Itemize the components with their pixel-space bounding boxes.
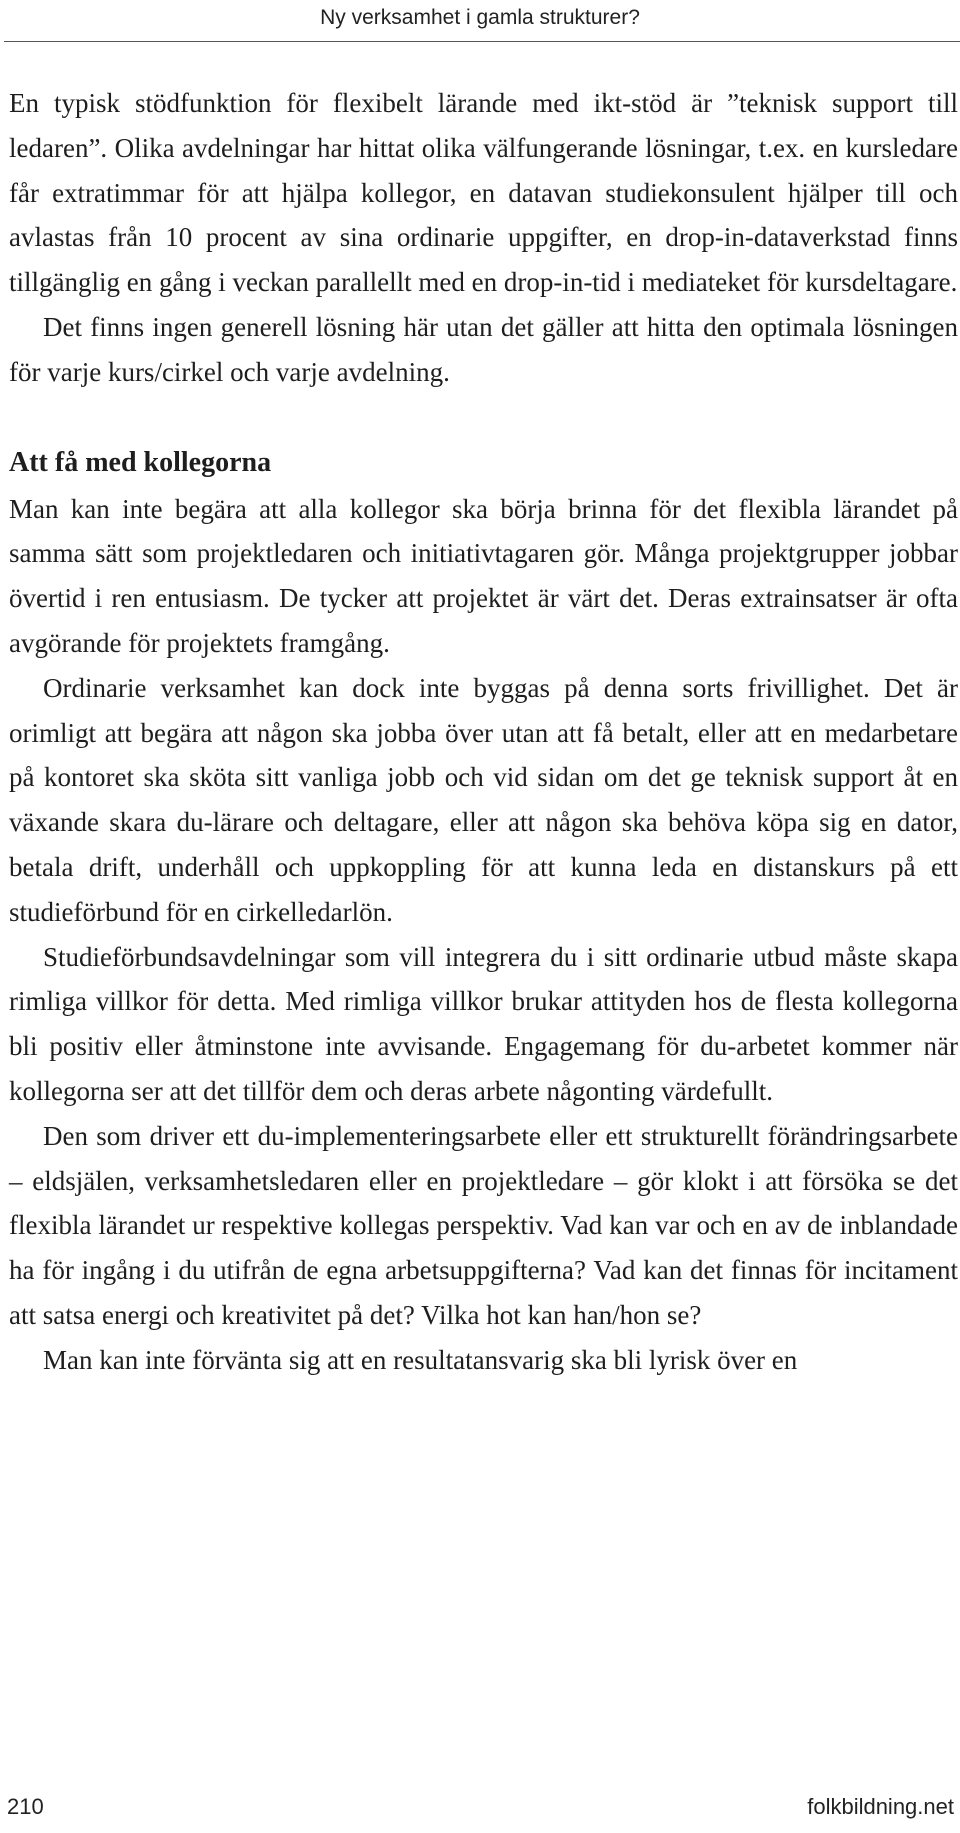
body-paragraph: En typisk stödfunktion för flexibelt lärande med ikt-stöd är ”teknisk support till ledaren”. Olika avdelningar har hittat olika välfungerande lösningar, t.ex. en kursledare får extratimmar för att hjälpa kollegor, en datavan studiekonsulent hjälper till och avlastas från 10 procent av sina ordinarie uppgifter, en drop-in-dataverkstad finns tillgänglig en gång i veckan parallellt med en drop-in-tid i mediateket för kursdeltagare. — [9, 88, 958, 298]
body-paragraph: Det finns ingen generell lösning här utan det gäller att hitta den optimala lösningen för varje kurs/cirkel och varje avdelning. — [9, 311, 958, 387]
page-number: 210 — [7, 1794, 44, 1819]
page-body — [9, 81, 958, 1383]
section-heading: Att få med kollegorna — [9, 446, 272, 478]
section-paragraph: Man kan inte förvänta sig att en resultatansvarig ska bli lyrisk över en — [43, 1344, 798, 1375]
section-paragraph: Ordinarie verksamhet kan dock inte byggas på denna sorts frivillighet. Det är orimligt att begära att någon ska jobba över utan att få betalt, eller att en medarbetare på kontoret ska sköta sitt vanliga jobb och vid sidan om det ge teknisk support åt en växande skara du-lärare och deltagare, eller att någon ska behöva köpa sig en dator, betala drift, underhåll och uppkoppling för att kunna leda en distanskurs på ett studieförbund för en cirkelledarlön. — [9, 672, 958, 927]
section-paragraph: Den som driver ett du-implementeringsarbete eller ett strukturellt förändringsarbete – eldsjälen, verksamhetsledaren eller en projektledare – gör klokt i att försöka se det flexibla lärandet ur respektive kollegas perspektiv. Vad kan var och en av de inblandade ha för ingång i du utifrån de egna arbetsuppgifterna? Vad kan det finnas för incitament att satsa energi och kreativitet på det? Vilka hot kan han/hon se? — [9, 1120, 958, 1330]
header-rule — [4, 41, 960, 42]
section-paragraph: Man kan inte begära att alla kollegor ska börja brinna för det flexibla lärandet på samma sätt som projektledaren och initiativtagaren gör. Många projektgrupper jobbar övertid i ren entusiasm. De tycker att projektet är värt det. Deras extrainsatser är ofta avgörande för projektets framgång. — [9, 493, 958, 658]
section-paragraph: Studieförbundsavdelningar som vill integrera du i sitt ordinarie utbud måste skapa rimliga villkor för detta. Med rimliga villkor brukar attityden hos de flesta kollegorna bli positiv eller åtminstone inte avvisande. Engagemang för du-arbetet kommer när kollegorna ser att det tillför dem och deras arbete någonting värdefullt. — [9, 941, 958, 1106]
running-head: Ny verksamhet i gamla strukturer? — [320, 6, 640, 29]
footer-site: folkbildning.net — [807, 1794, 954, 1819]
